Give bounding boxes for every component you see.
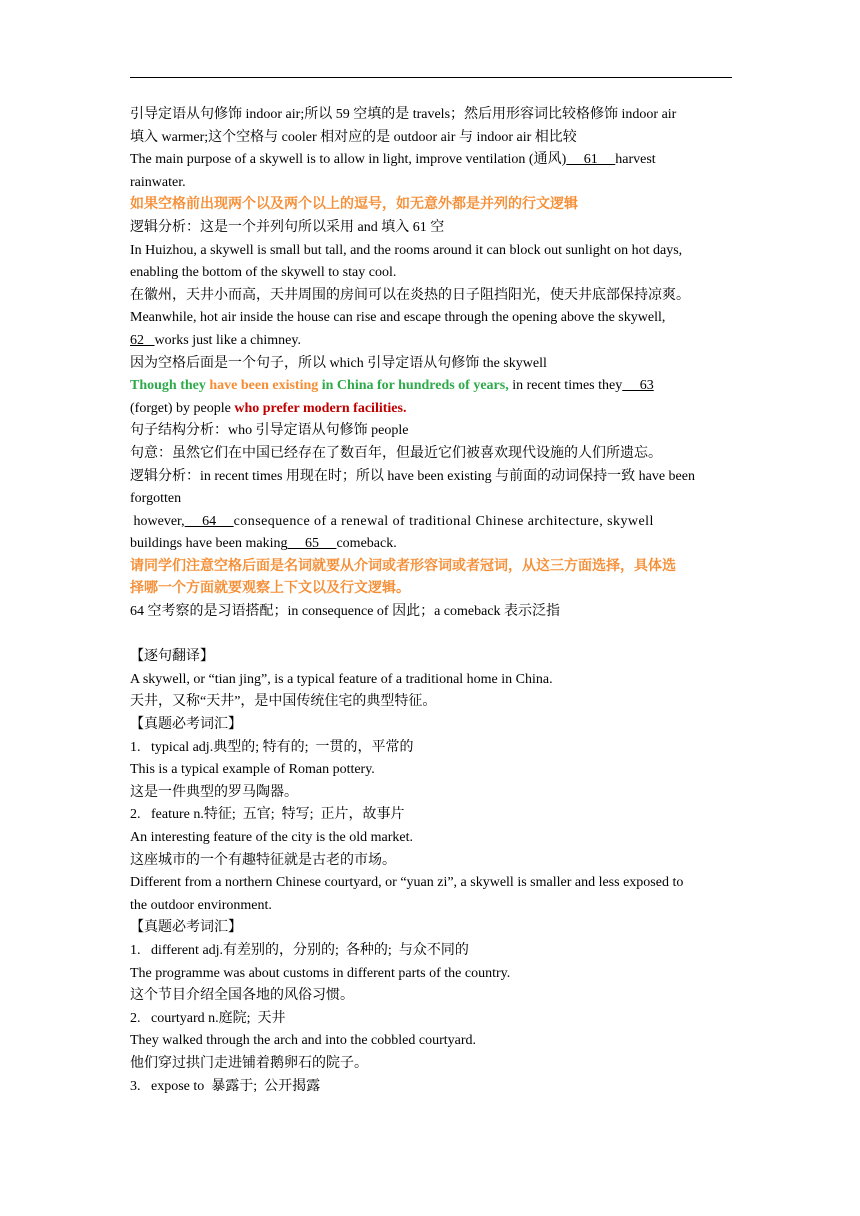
translation-line: 这座城市的一个有趣特征就是古老的市场。 [130, 852, 396, 868]
blank-64: 64 [184, 513, 234, 529]
translation-line: 在徽州，天井小而高，天井周围的房间可以在炎热的日子阻挡阳光，使天井底部保持凉爽。 [130, 287, 690, 303]
orange-span: have been existing [209, 378, 319, 394]
header-rule [130, 77, 732, 78]
blank-62: 62 [130, 332, 155, 348]
text-line: forgotten [130, 491, 182, 507]
translation-line: 句意：虽然它们在中国已经存在了数百年，但最近它们被喜欢现代设施的人们所遗忘。 [130, 445, 662, 461]
text-line: In Huizhou, a skywell is small but tall, and the rooms around it can block out sunlight on hot days, [130, 242, 683, 258]
document-body [130, 104, 731, 1098]
analysis-line: 64 空考察的是习语搭配；in consequence of 因此；a comeback 表示泛指 [130, 604, 561, 620]
section-heading: 【真题必考词汇】 [130, 717, 242, 733]
text-span: works just like a chimney. [154, 332, 301, 348]
text-span: The main purpose of a skywell is to allow in light, improve ventilation (通风) [130, 152, 567, 168]
question-63-line [130, 375, 731, 398]
highlight-tip: 请同学们注意空格后面是名词就要从介词或者形容词或者冠词，从这三方面选择，具体选 [130, 558, 676, 574]
section-heading: 【真题必考词汇】 [130, 920, 242, 936]
analysis-line: 逻辑分析：这是一个并列句所以采用 and 填入 61 空 [130, 219, 445, 235]
translation-line: 这是一件典型的罗马陶器。 [130, 784, 298, 800]
section-heading: 【逐句翻译】 [130, 649, 214, 665]
analysis-line: 句子结构分析：who 引导定语从句修饰 people [130, 423, 409, 439]
text-line: 引导定语从句修饰 indoor air;所以 59 空填的是 travels；然后用形容词比较格修饰 indoor air [130, 107, 677, 122]
text-span: (forget) by people [130, 400, 235, 416]
text-line: Meanwhile, hot air inside the house can rise and escape through the opening above the skywell, [130, 310, 666, 326]
example-sentence: The programme was about customs in different parts of the country. [130, 965, 511, 981]
blank-65: 65 [287, 536, 337, 552]
blank-63: 63 [622, 378, 654, 394]
example-sentence: An interesting feature of the city is the old market. [130, 830, 414, 845]
text-line: Different from a northern Chinese courtyard, or “yuan zi”, a skywell is smaller and less exposed to [130, 875, 684, 891]
vocab-item: 1. typical adj.典型的; 特有的; 一贯的，平常的 [130, 739, 414, 755]
red-span: who prefer modern facilities. [234, 400, 407, 416]
vocab-item: 2. feature n.特征; 五官; 特写; 正片，故事片 [130, 807, 405, 823]
text-line: A skywell, or “tian jing”, is a typical feature of a traditional home in China. [130, 671, 553, 687]
question-65-line [130, 533, 731, 556]
translation-line: 他们穿过拱门走进铺着鹅卵石的院子。 [130, 1055, 368, 1071]
analysis-line: 因为空格后面是一个句子，所以 which 引导定语从句修饰 the skywell [130, 355, 547, 371]
question-61-line [130, 149, 731, 172]
text-span: consequence of a renewal of traditional Chinese architecture, skywell [233, 513, 654, 529]
text-span: however, [130, 513, 185, 529]
text-span: in recent times they [508, 378, 623, 394]
vocab-item: 3. expose to 暴露于; 公开揭露 [130, 1078, 321, 1094]
example-sentence: They walked through the arch and into the cobbled courtyard. [130, 1033, 476, 1049]
vocab-item: 2. courtyard n.庭院; 天井 [130, 1010, 286, 1026]
blank-61: 61 [566, 152, 616, 168]
translation-line: 这个节目介绍全国各地的风俗习惯。 [130, 988, 354, 1004]
text-span: buildings have been making [130, 536, 288, 552]
text-line: enabling the bottom of the skywell to stay cool. [130, 265, 397, 281]
green-span: in China for hundreds of years, [318, 378, 509, 394]
green-span: Though they [130, 378, 210, 394]
highlight-tip: 择哪一个方面就要观察上下文以及行文逻辑。 [130, 581, 410, 597]
example-sentence: This is a typical example of Roman pottery. [130, 762, 375, 778]
text-line [130, 398, 731, 421]
text-line: the outdoor environment. [130, 897, 272, 913]
highlight-tip: 如果空格前出现两个以及两个以上的逗号，如无意外都是并列的行文逻辑 [130, 197, 578, 213]
vocab-item: 1. different adj.有差别的，分别的; 各种的; 与众不同的 [130, 942, 469, 958]
analysis-line: 逻辑分析：in recent times 用现在时；所以 have been existing 与前面的动词保持一致 have been [130, 468, 695, 484]
text-span: harvest [615, 152, 656, 168]
blank-line [130, 624, 731, 647]
question-64-line [130, 511, 731, 534]
text-line: 填入 warmer;这个空格与 cooler 相对应的是 outdoor air 与 indoor air 相比较 [130, 129, 577, 145]
question-62-line [130, 330, 731, 353]
text-line: rainwater. [130, 174, 186, 190]
text-span: comeback. [336, 536, 397, 552]
translation-line: 天井，又称“天井”，是中国传统住宅的典型特征。 [130, 694, 437, 710]
